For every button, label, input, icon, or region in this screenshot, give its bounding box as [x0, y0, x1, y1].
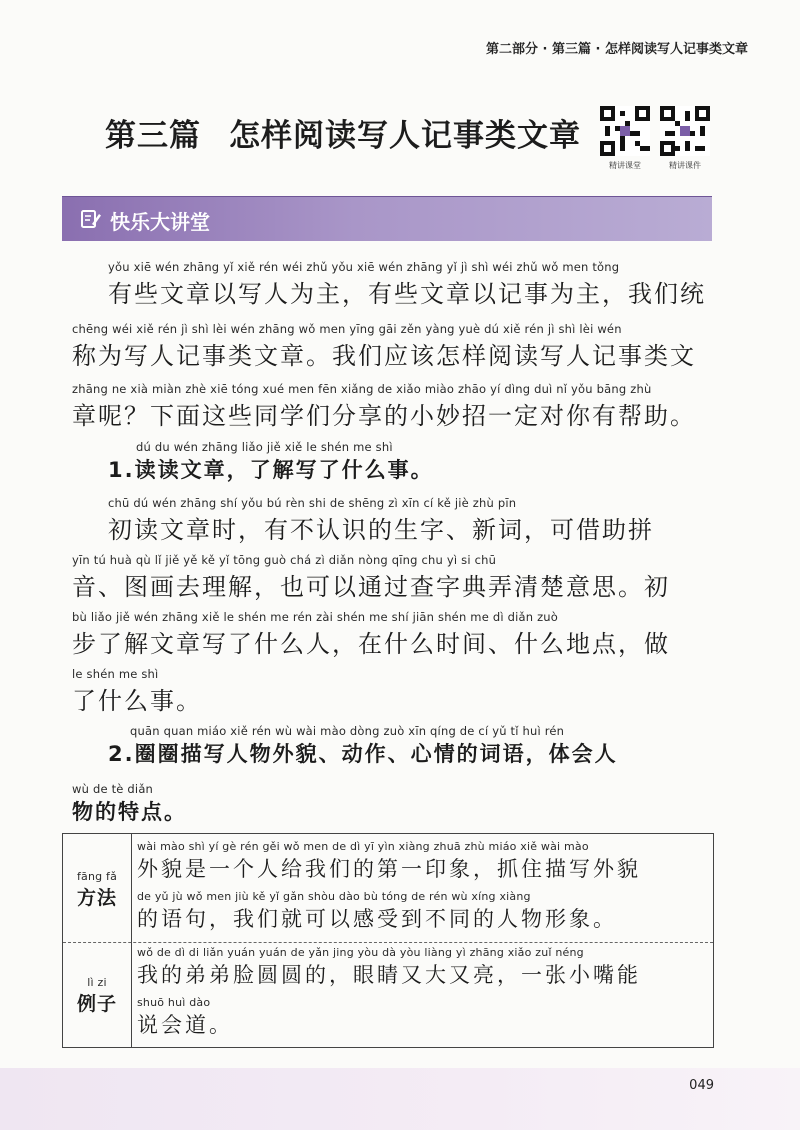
page-title	[105, 110, 581, 155]
pinyin: chēng wéi xiě rén jì shì lèi wén zhāng wǒ men yīng gāi zěn yàng yuè dú xiě rén jì shì lèi wén	[72, 322, 622, 336]
hanzi: 外貌是一个人给我们的第一印象，抓住描写外貌	[137, 857, 641, 881]
hanzi: 说会道。	[137, 1013, 233, 1037]
hanzi: 我的弟弟脸圆圆的，眼睛又大又亮，一张小嘴能	[137, 963, 641, 987]
pinyin: wǒ de dì di liǎn yuán yuán de yǎn jing yòu dà yòu liàng yì zhāng xiǎo zuǐ néng	[137, 946, 584, 959]
hanzi: 2.圈圈描写人物外貌、动作、心情的词语，体会人	[108, 742, 618, 766]
example-line-1	[137, 946, 641, 989]
pinyin: wù de tè diǎn	[72, 782, 154, 796]
section1-line-1	[108, 496, 654, 545]
title-text: 怎样阅读写人记事类文章	[229, 118, 581, 154]
method-label	[63, 870, 131, 910]
title-part: 第三篇	[105, 118, 201, 154]
hanzi: 称为写人记事类文章。我们应该怎样阅读写人记事类文	[72, 342, 696, 370]
example-line-2	[137, 996, 233, 1039]
pinyin: le shén me shì	[72, 667, 159, 681]
pinyin: quān quan miáo xiě rén wù wài mào dòng zuò xīn qíng de cí yǔ tǐ huì rén	[130, 724, 565, 738]
example-label	[63, 976, 131, 1016]
qr-caption-slides: 精讲课件	[669, 161, 701, 170]
section1-line-4	[72, 667, 202, 716]
section1-line-3	[72, 610, 670, 659]
hanzi: 例子	[76, 993, 117, 1015]
pinyin: shuō huì dào	[137, 996, 211, 1009]
pinyin: de yǔ jù wǒ men jiù kě yǐ gǎn shòu dào bù tóng de rén wù xíng xiàng	[137, 890, 531, 903]
hanzi: 的语句，我们就可以感受到不同的人物形象。	[137, 907, 617, 931]
method-example-table	[62, 833, 714, 1048]
pinyin: dú du wén zhāng liǎo jiě xiě le shén me shì	[136, 440, 393, 454]
hanzi: 音、图画去理解，也可以通过查字典弄清楚意思。初	[72, 573, 670, 601]
pinyin: fāng fǎ	[76, 870, 118, 883]
section2-heading-line-1	[108, 724, 618, 768]
pinyin: zhāng ne xià miàn zhè xiē tóng xué men fēn xiǎng de xiǎo miào zhāo yí dìng duì nǐ yǒu bāng zhù	[72, 382, 652, 396]
section1-line-2	[72, 553, 670, 602]
pinyin: lì zi	[87, 976, 107, 989]
pinyin: wài mào shì yí gè rén gěi wǒ men de dì yī yìn xiàng zhuā zhù miáo xiě wài mào	[137, 840, 589, 853]
intro-line-2	[72, 322, 696, 371]
method-line-1	[137, 840, 641, 883]
intro-line-3	[72, 382, 696, 431]
running-head: 第二部分 · 第三篇 · 怎样阅读写人记事类文章	[486, 42, 748, 57]
hanzi: 1.读读文章，了解写了什么事。	[108, 458, 434, 482]
footer-band	[0, 1068, 800, 1130]
hanzi: 有些文章以写人为主，有些文章以记事为主，我们统	[108, 280, 706, 308]
pinyin: chū dú wén zhāng shí yǒu bú rèn shi de shēng zì xīn cí kě jiè zhù pīn	[108, 496, 517, 510]
hanzi: 步了解文章写了什么人，在什么时间、什么地点，做	[72, 630, 670, 658]
pinyin: bù liǎo jiě wén zhāng xiě le shén me rén zài shén me shí jiān shén me dì diǎn zuò	[72, 610, 559, 624]
pinyin: yǒu xiē wén zhāng yǐ xiě rén wéi zhǔ yǒu xiē wén zhāng yǐ jì shì wéi zhǔ wǒ men tǒng	[108, 260, 620, 274]
page-number: 049	[689, 1078, 714, 1093]
qr-caption-lecture: 精讲课堂	[609, 161, 641, 170]
hanzi: 物的特点。	[72, 800, 187, 824]
qr-code-lecture-icon[interactable]	[600, 106, 650, 156]
section-banner	[62, 196, 712, 241]
hanzi: 章呢？下面这些同学们分享的小妙招一定对你有帮助。	[72, 402, 696, 430]
qr-code-slides-icon[interactable]	[660, 106, 710, 156]
pinyin: yīn tú huà qù lǐ jiě yě kě yǐ tōng guò chá zì diǎn nòng qīng chu yì si chū	[72, 553, 497, 567]
hanzi: 了什么事。	[72, 687, 202, 715]
section2-heading-line-2	[72, 782, 187, 826]
intro-line-1	[108, 260, 706, 309]
banner-label: 快乐大讲堂	[110, 210, 210, 234]
pencil-note-icon	[80, 208, 102, 230]
section1-heading	[108, 440, 434, 484]
hanzi: 方法	[76, 887, 117, 909]
hanzi: 初读文章时，有不认识的生字、新词，可借助拼	[108, 516, 654, 544]
method-line-2	[137, 890, 617, 933]
